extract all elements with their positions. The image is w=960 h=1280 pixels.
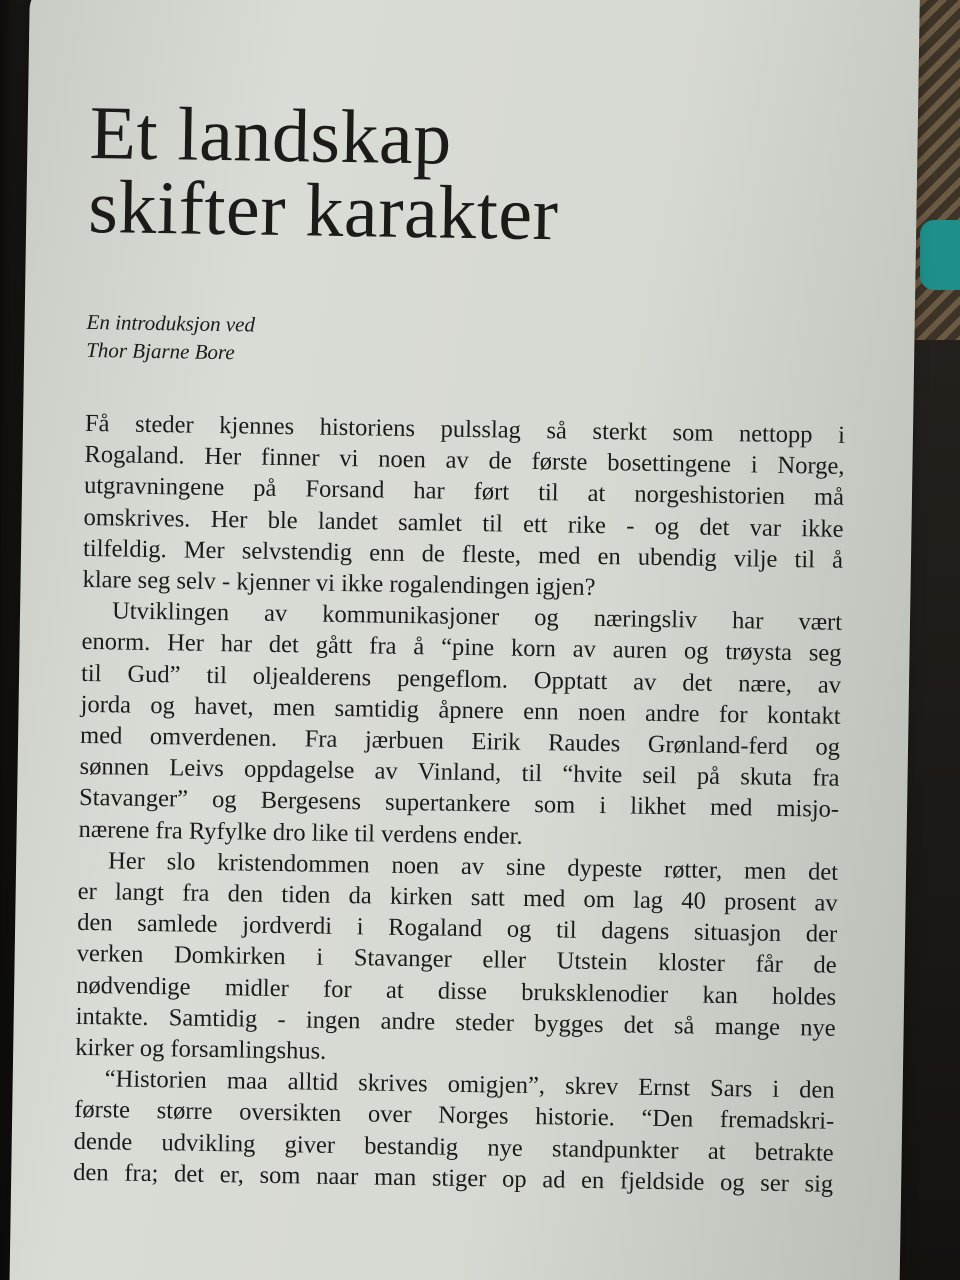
paragraph-3 xyxy=(75,845,838,1075)
text-line: dende udvikling giver bestandig nye standpunkter at betrakte xyxy=(73,1127,834,1167)
text-line: “Historien maa alltid skrives omigjen”, skrev Ernst Sars i den xyxy=(104,1065,835,1105)
paragraph-2 xyxy=(78,595,842,857)
text-line: Stavanger” og Bergesens supertankere som i likhet med misjo- xyxy=(78,784,840,824)
text-line: den samlede jordverdi i Rogaland og til dagens situasjon der xyxy=(76,909,838,949)
body-text xyxy=(73,408,845,1200)
text-line: sønnen Leivs oppdagelse av Vinland, til “hvite seil på skuta fra xyxy=(79,753,840,793)
text-line: er langt fra den tiden da kirken satt med om lag 40 prosent av xyxy=(77,877,838,917)
text-line: Få steder kjennes historiens pulsslag så sterkt som nettopp i xyxy=(84,409,846,449)
text-line: til Gud” til oljealderens pengeflom. Opptatt av det nære, av xyxy=(80,659,842,699)
byline xyxy=(86,308,847,376)
text-line: enorm. Her har det gått fra å “pine korn av auren og trøysta seg xyxy=(81,628,842,668)
chapter-title-line-2: skifter karakter xyxy=(87,164,560,257)
text-line: klare seg selv - kjenner vi ikke rogalendingen igjen? xyxy=(82,565,596,601)
text-line: Utviklingen av kommunikasjoner og næringsliv har vært xyxy=(111,597,843,637)
text-line: kirker og forsamlingshus. xyxy=(75,1033,327,1065)
text-line: første større oversikten over Norges historie. “Den fremadskri- xyxy=(74,1096,835,1136)
text-line: tilfeldig. Mer selvstendig enn de fleste, med en ubendig vilje til å xyxy=(82,534,844,574)
text-line: omskrives. Her ble landet samlet til ett rike - og det var ikke xyxy=(83,503,844,543)
text-line: nødvendige midler for at disse bruksklenodier kan holdes xyxy=(76,971,837,1011)
chapter-title-line-1: Et landskap xyxy=(88,90,453,181)
text-line: intakte. Samtidig - ingen andre steder bygges det så mange nye xyxy=(75,1002,836,1042)
paragraph-1 xyxy=(82,408,845,607)
paragraph-4 xyxy=(73,1063,835,1200)
chapter-title xyxy=(87,90,850,257)
byline-line-2: Thor Bjarne Bore xyxy=(86,337,235,365)
text-line: Her slo kristendommen noen av sine dypeste røtter, men det xyxy=(107,847,839,886)
text-line: utgravningene på Forsand har ført til at norgeshistorien må xyxy=(83,472,845,512)
text-line: den fra; det er, som naar man stiger op ad en fjeldside og ser sig xyxy=(73,1158,834,1198)
text-line: nærene fra Ryfylke dro like til verdens ender. xyxy=(78,815,523,850)
page-content xyxy=(73,90,850,1200)
byline-line-1: En introduksjon ved xyxy=(86,309,256,337)
teal-cushion xyxy=(920,220,960,290)
text-line: jorda og havet, men samtidig åpnere enn noen andre for kontakt xyxy=(80,690,841,730)
text-line: Rogaland. Her finner vi noen av de første bosettingene i Norge, xyxy=(84,441,845,481)
text-line: verken Domkirken i Stavanger eller Utstein kloster får de xyxy=(76,940,837,980)
book-page xyxy=(9,0,920,1280)
text-line: med omverdenen. Fra jærbuen Eirik Raudes Grønland-ferd og xyxy=(79,721,841,761)
